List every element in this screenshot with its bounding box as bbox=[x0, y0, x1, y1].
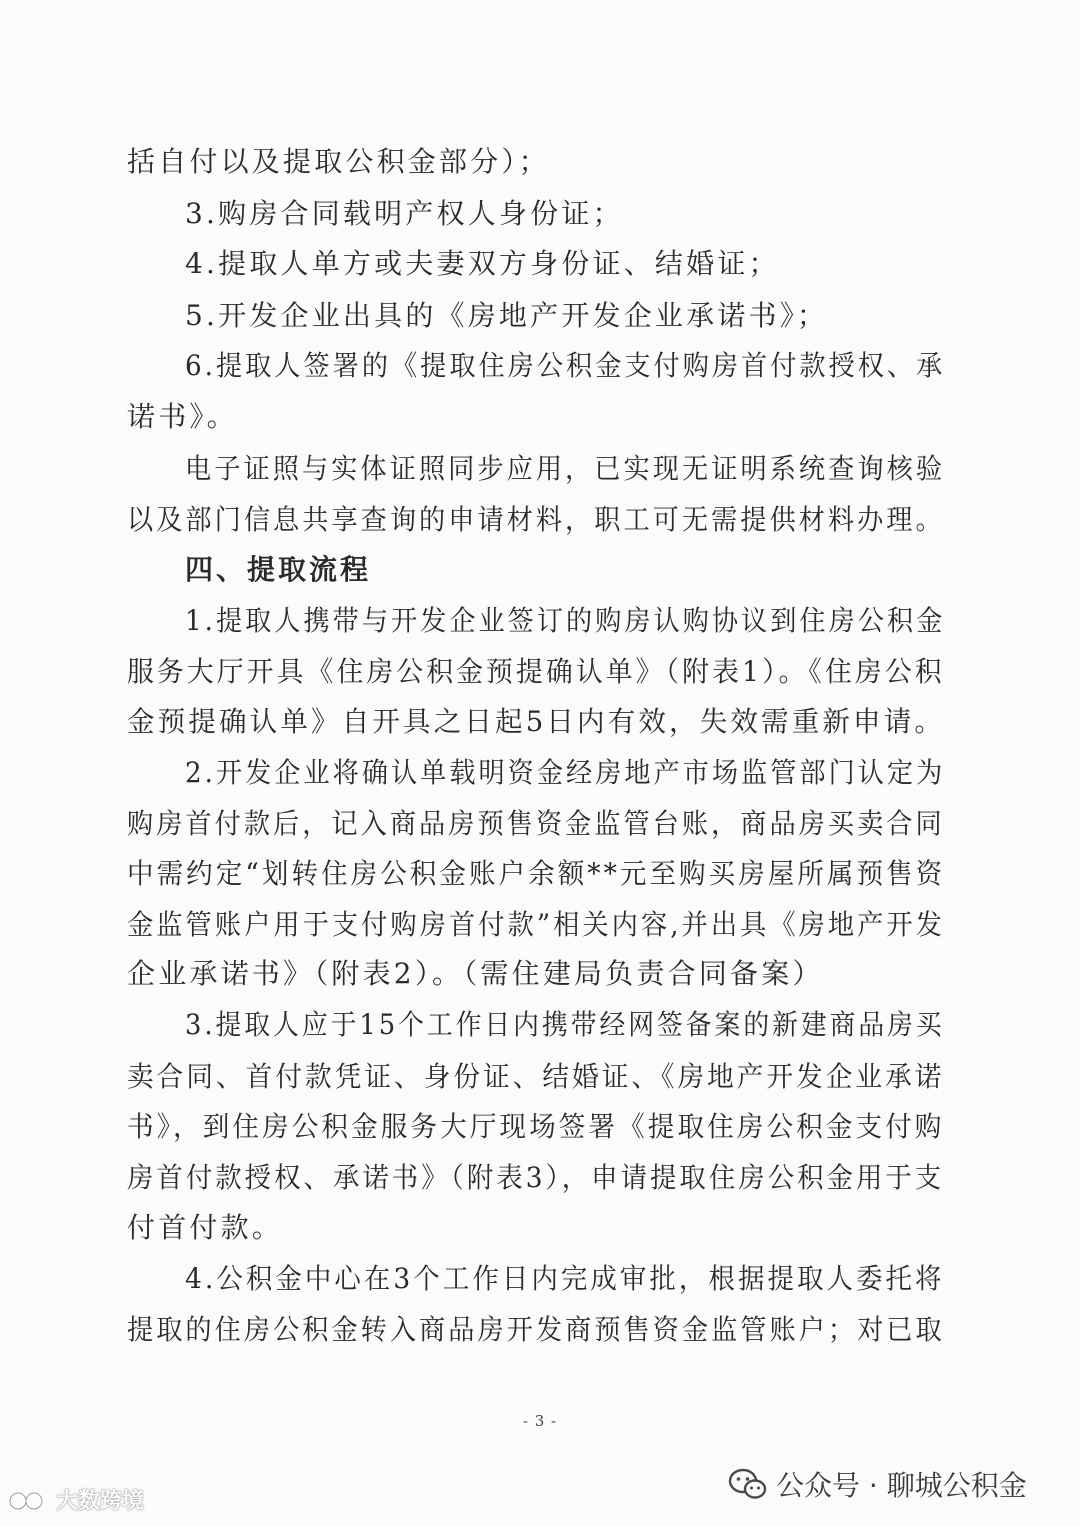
text-line: 3.购房合同载明产权人身份证； bbox=[185, 197, 624, 230]
text-line: 中需约定“划转住房公积金账户余额**元至购买房屋所属预售资 bbox=[127, 857, 946, 890]
text-line: 卖合同、首付款凭证、身份证、结婚证、《房地产开发企业承诺 bbox=[127, 1060, 945, 1093]
text-line: 5.开发企业出具的《房地产开发企业承诺书》； bbox=[185, 299, 829, 332]
text-line: 2.开发企业将确认单载明资金经房地产市场监管部门认定为 bbox=[185, 756, 946, 789]
text-line: 服务大厅开具《住房公积金预提确认单》（附表1）。《住房公积 bbox=[127, 655, 945, 688]
section-heading: 四、提取流程 bbox=[185, 553, 372, 586]
text-line: 房首付款授权、承诺书》（附表3），申请提取住房公积金用于支 bbox=[127, 1161, 945, 1194]
page-number: - 3 - bbox=[522, 1412, 558, 1430]
text-line: 4.提取人单方或夫妻双方身份证、结婚证； bbox=[185, 247, 780, 280]
text-line: 书》，到住房公积金服务大厅现场签署《提取住房公积金支付购 bbox=[127, 1110, 945, 1143]
watermark bbox=[8, 1484, 144, 1515]
text-line: 以及部门信息共享查询的申请材料，职工可无需提供材料办理。 bbox=[127, 503, 945, 536]
text-line: 企业承诺书》（附表2）。（需住建局负责合同备案） bbox=[127, 957, 824, 990]
text-line: 提取的住房公积金转入商品房开发商预售资金监管账户；对已取 bbox=[127, 1313, 945, 1346]
text-line: 电子证照与实体证照同步应用，已实现无证明系统查询核验 bbox=[185, 452, 946, 485]
text-line: 诺书》。 bbox=[127, 400, 238, 433]
text-line: 4.公积金中心在3个工作日内完成审批，根据提取人委托将 bbox=[185, 1262, 945, 1295]
wechat-account-footer bbox=[728, 1460, 1027, 1508]
text-line: 金预提确认单》自开具之日起5日内有效，失效需重新申请。 bbox=[127, 705, 946, 738]
wechat-icon bbox=[728, 1467, 768, 1501]
dashu-logo bbox=[8, 1487, 52, 1513]
text-line: 3.提取人应于15个工作日内携带经网签备案的新建商品房买 bbox=[185, 1008, 945, 1041]
text-line: 6.提取人签署的《提取住房公积金支付购房首付款授权、承 bbox=[185, 349, 946, 382]
watermark-text: 大数跨境 bbox=[56, 1489, 145, 1514]
text-line: 括自付以及提取公积金部分）； bbox=[127, 145, 550, 178]
text-line: 购房首付款后，记入商品房预售资金监管台账，商品房买卖合同 bbox=[127, 807, 945, 840]
text-line: 金监管账户用于支付购房首付款”相关内容,并出具《房地产开发 bbox=[127, 908, 945, 941]
text-line: 1.提取人携带与开发企业签订的购房认购协议到住房公积金 bbox=[185, 604, 946, 637]
text-line: 付首付款。 bbox=[127, 1211, 284, 1244]
wechat-account-name: 公众号 · 聊城公积金 bbox=[776, 1469, 1027, 1502]
